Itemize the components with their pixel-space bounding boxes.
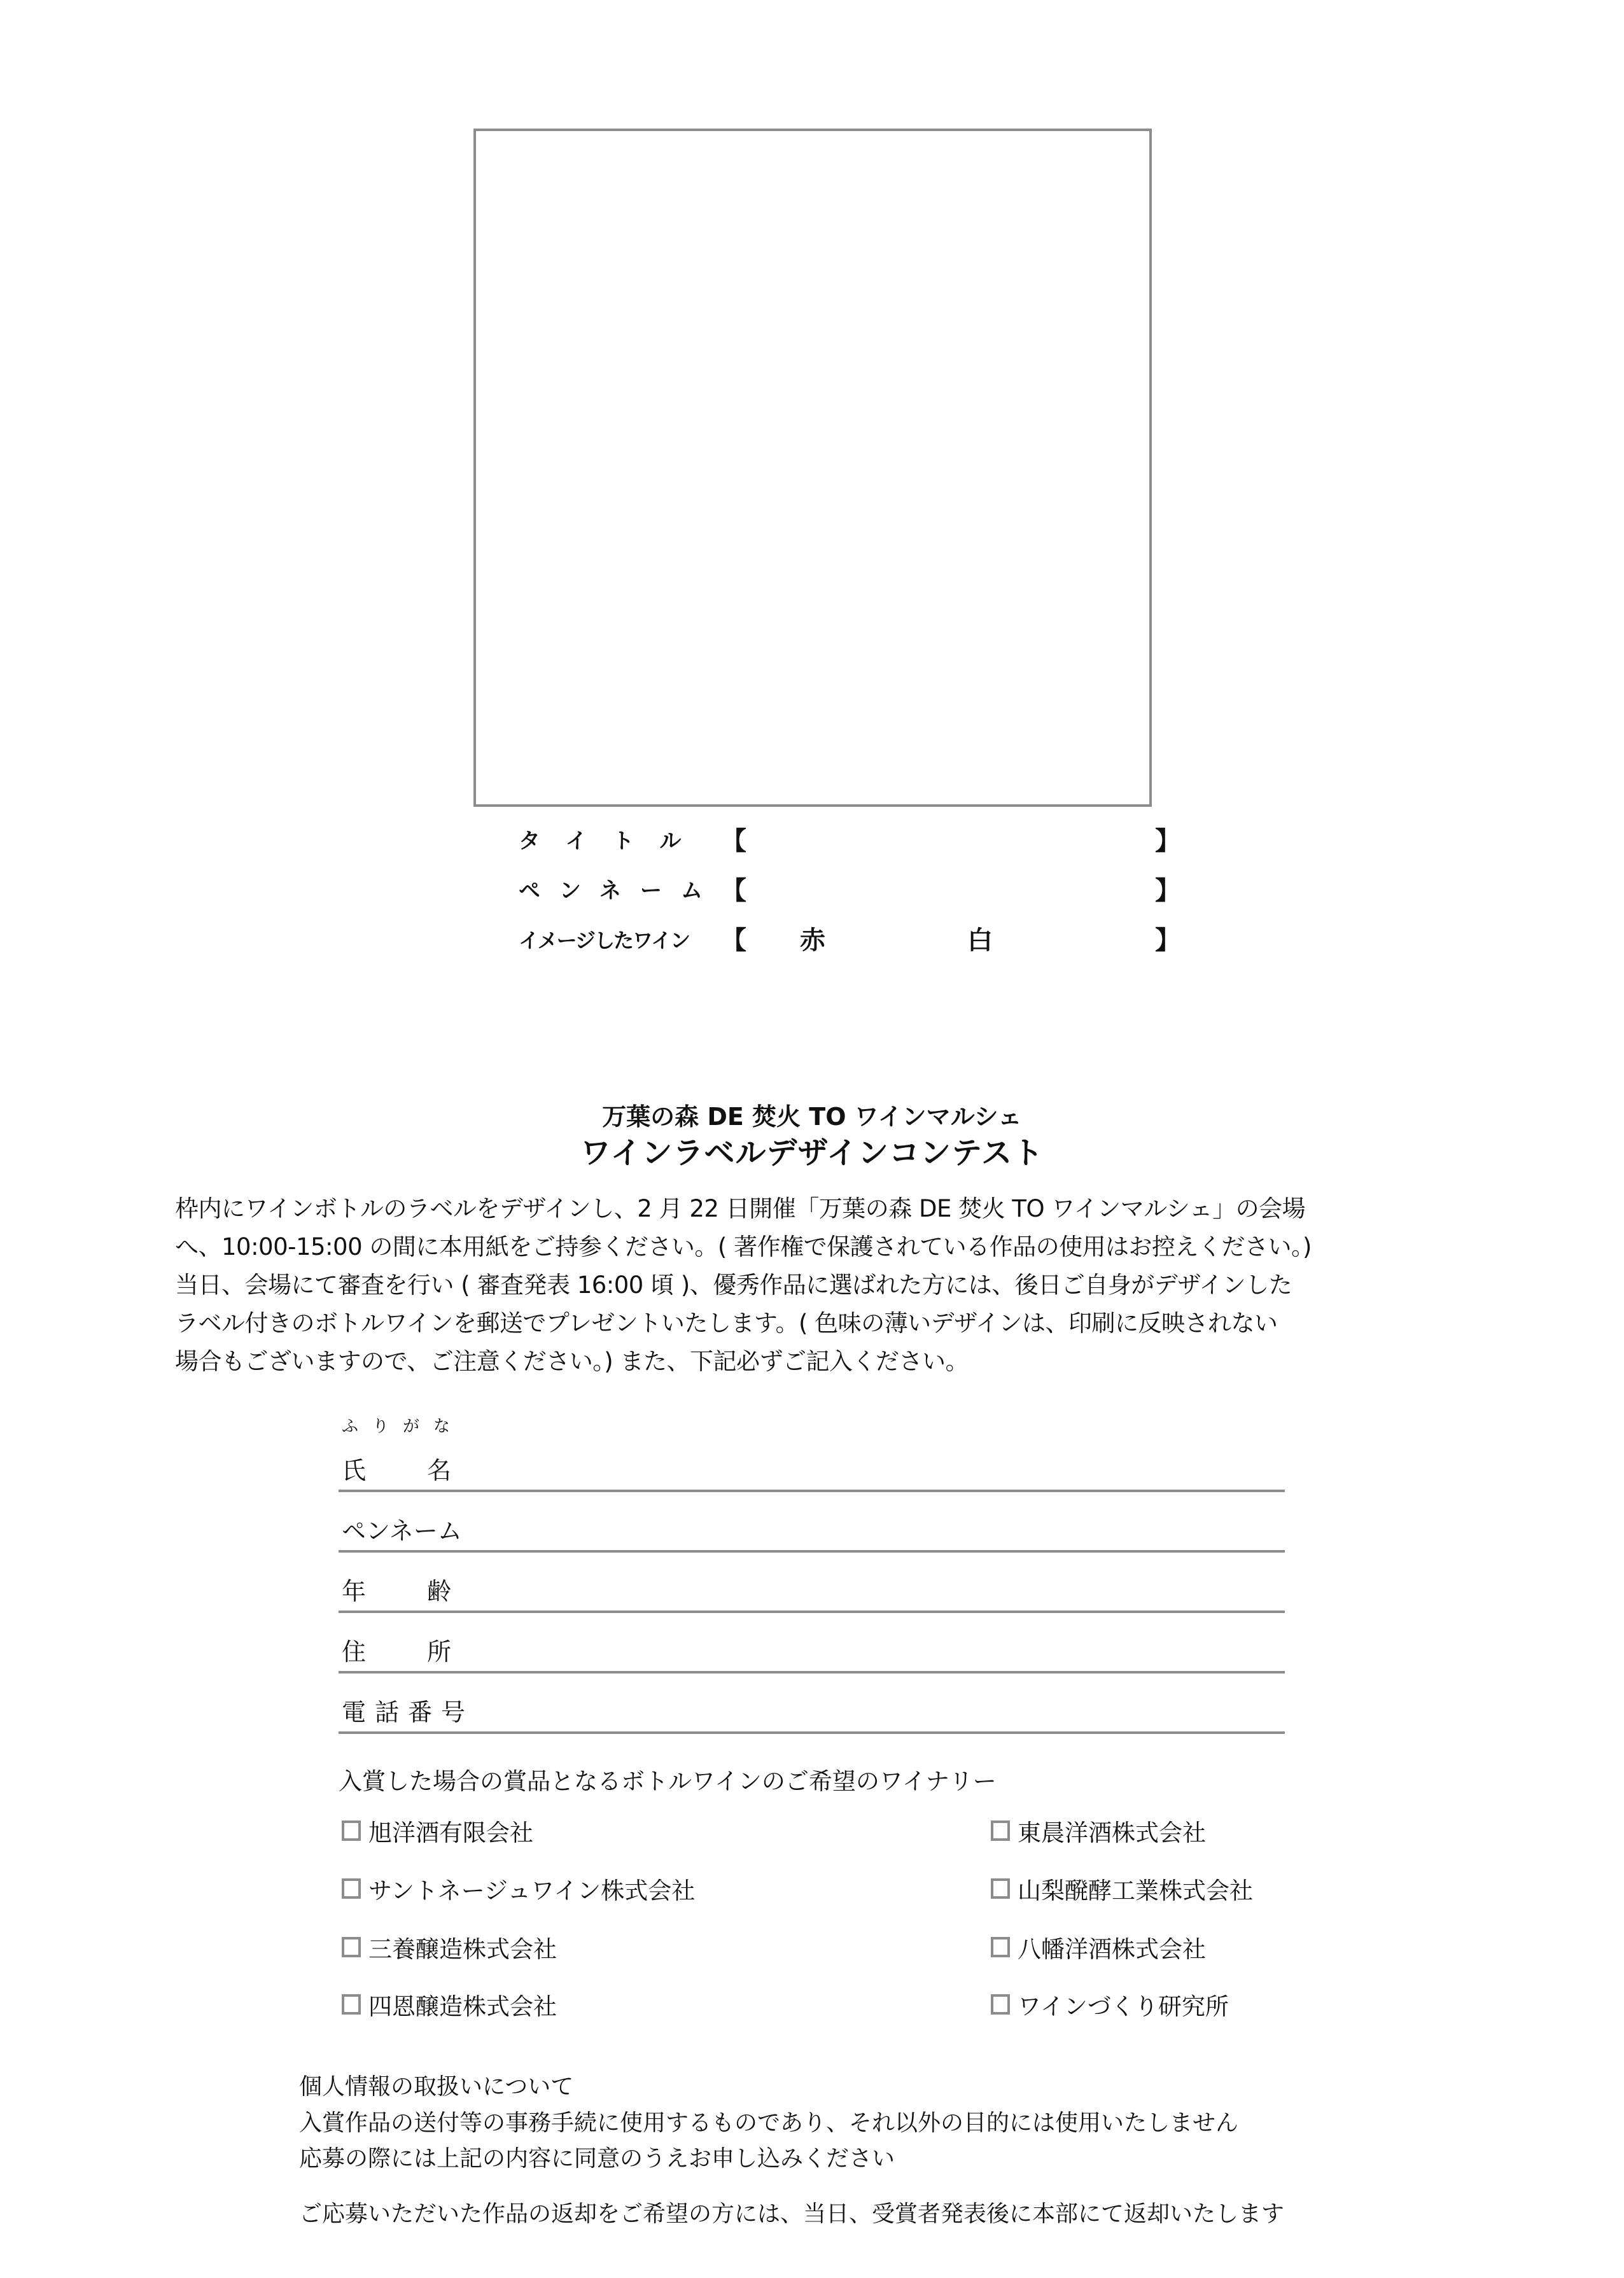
intro-line: へ、10:00-15:00 の間に本用紙をご持参ください。( 著作権で保護されている作品の使用はお控えください。) (175, 1233, 1312, 1261)
checkbox[interactable] (342, 1878, 361, 1899)
winery-option-label: 旭洋酒有限会社 (368, 1819, 533, 1847)
label-title-row (519, 822, 1180, 860)
bracket-open: 【 (721, 827, 746, 856)
address-label: 住所 (342, 1638, 513, 1666)
intro-paragraph (175, 1190, 1486, 1381)
intro-line: 当日、会場にて審査を行い ( 審査発表 16:00 頃 )、優秀作品に選ばれた方には、後日ご自身がデザインした (175, 1271, 1292, 1299)
label-penname-label: ペンネーム (519, 878, 722, 904)
label-wine-row (519, 921, 1180, 960)
winery-option[interactable] (991, 1988, 1229, 2020)
winery-option-label: サントネージュワイン株式会社 (368, 1877, 696, 1904)
age-label: 年齢 (342, 1577, 513, 1605)
privacy-line: 応募の際には上記の内容に同意のうえお申し込みください (299, 2146, 895, 2172)
furigana-label: ふりがな (342, 1417, 465, 1436)
label-title-input[interactable] (748, 822, 1149, 860)
label-penname-input[interactable] (748, 872, 1149, 910)
bracket-close: 】 (1155, 876, 1180, 905)
winery-option-label: 東晨洋酒株式会社 (1018, 1819, 1206, 1847)
bracket-open: 【 (721, 876, 746, 905)
name-field[interactable] (339, 1432, 1285, 1492)
phone-label: 電話番号 (342, 1698, 475, 1726)
checkbox[interactable] (342, 1820, 361, 1841)
privacy-line: 入賞作品の送付等の事務手続に使用するものであり、それ以外の目的には使用いたしません (299, 2110, 1239, 2136)
winery-option[interactable] (991, 1815, 1206, 1847)
label-penname-row (519, 872, 1180, 910)
intro-line: 枠内にワインボトルのラベルをデザインし、2 月 22 日開催「万葉の森 DE 焚火 TO ワインマルシェ」の会場 (175, 1195, 1306, 1222)
winery-option-label: 三養醸造株式会社 (368, 1936, 557, 1963)
winery-option[interactable] (342, 1815, 533, 1847)
checkbox[interactable] (991, 1994, 1010, 2015)
contest-title: ワインラベルデザインコンテスト (580, 1135, 1044, 1171)
bracket-close: 】 (1155, 926, 1180, 955)
phone-underline (339, 1731, 1285, 1734)
checkbox[interactable] (342, 1937, 361, 1957)
winery-option-label: ワインづくり研究所 (1018, 1993, 1229, 2020)
event-title: 万葉の森 DE 焚火 TO ワインマルシェ (602, 1103, 1022, 1131)
return-note: ご応募いただいた作品の返却をご希望の方には、当日、受賞者発表後に本部にて返却いたします (299, 2201, 1285, 2227)
checkbox[interactable] (991, 1820, 1010, 1841)
label-title-label: タイトル (519, 828, 707, 854)
winery-option[interactable] (991, 1873, 1253, 1904)
wine-option-white[interactable]: 白 (967, 926, 993, 955)
winery-option[interactable] (342, 1931, 557, 1963)
winery-option[interactable] (342, 1873, 695, 1904)
penname-field[interactable] (339, 1492, 1285, 1553)
winery-option-label: 四恩醸造株式会社 (368, 1993, 557, 2020)
privacy-heading: 個人情報の取扱いについて (299, 2074, 574, 2100)
label-wine-label: イメージしたワイン (519, 928, 690, 953)
penname-label: ペンネーム (342, 1517, 462, 1545)
phone-field[interactable] (339, 1674, 1285, 1734)
wine-option-red[interactable]: 赤 (800, 926, 825, 955)
winery-section-title: 入賞した場合の賞品となるボトルワインのご希望のワイナリー (339, 1768, 997, 1795)
intro-line: 場合もございますので、ご注意ください。) また、下記必ずご記入ください。 (175, 1348, 969, 1375)
checkbox[interactable] (991, 1937, 1010, 1957)
bracket-open: 【 (721, 926, 746, 955)
checkbox[interactable] (342, 1994, 361, 2015)
winery-option[interactable] (342, 1988, 557, 2020)
winery-option[interactable] (991, 1931, 1206, 1963)
bracket-close: 】 (1155, 827, 1180, 856)
winery-option-label: 八幡洋酒株式会社 (1018, 1936, 1206, 1963)
label-design-area[interactable] (473, 129, 1152, 807)
winery-option-label: 山梨醗酵工業株式会社 (1018, 1877, 1253, 1904)
checkbox[interactable] (991, 1878, 1010, 1899)
address-field[interactable] (339, 1613, 1285, 1674)
intro-line: ラベル付きのボトルワインを郵送でプレゼントいたします。( 色味の薄いデザインは、印刷に反映されない (175, 1310, 1278, 1337)
name-label: 氏名 (342, 1457, 513, 1485)
age-field[interactable] (339, 1553, 1285, 1613)
